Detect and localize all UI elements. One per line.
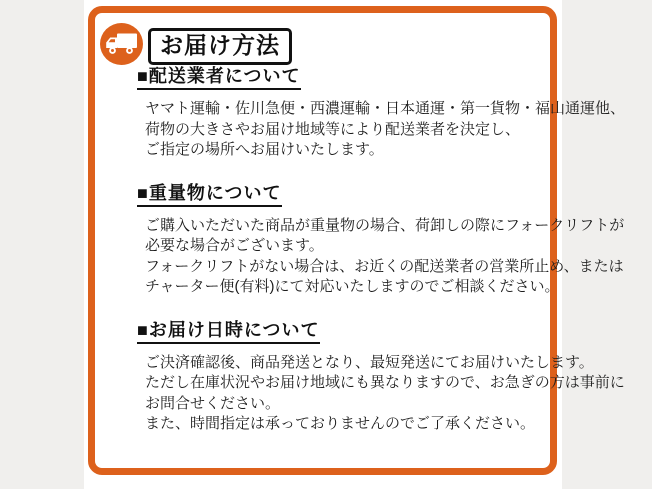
section-delivery-date [137,319,625,435]
section-carriers-heading: ■配送業者について [137,66,301,90]
panel-content [137,66,626,435]
section-heavy-items [137,182,625,298]
panel-title [148,28,292,65]
section-delivery-date-body [137,353,625,435]
section-carriers [137,66,626,161]
content-column [84,0,626,489]
body-line: チャーター便(有料)にて対応いたしますのでご相談ください。 [145,278,560,295]
body-line: ただし在庫状況やお届け地域にも異なりますので、お急ぎの方は事前に [145,374,625,391]
panel-title-label: お届け方法 [160,32,280,58]
body-line: 荷物の大きさやお届け地域等により配送業者を決定し、 [145,120,521,138]
body-line: フォークリフトがない場合は、お近くの配送業者の営業所止め、または [145,257,624,275]
section-carriers-body [137,99,626,161]
body-line: ご購入いただいた商品が重量物の場合、荷卸しの際にフォークリフトが [145,216,625,234]
section-heavy-items-body [137,216,625,298]
body-line: 必要な場合がございます。 [145,237,324,254]
body-line: お問合せください。 [145,394,281,412]
section-heavy-items-heading: ■重量物について [137,183,282,207]
body-line: ご決済確認後、商品発送となり、最短発送にてお届けいたします。 [145,353,594,371]
body-line: また、時間指定は承っておりませんのでご了承ください。 [145,415,536,432]
body-line: ご指定の場所へお届けいたします。 [145,141,384,158]
truck-icon [100,23,143,65]
section-delivery-date-heading: ■お届け日時について [137,320,320,344]
body-line: ヤマト運輸・佐川急便・西濃運輸・日本通運・第一貨物・福山通運他、 [145,100,626,117]
